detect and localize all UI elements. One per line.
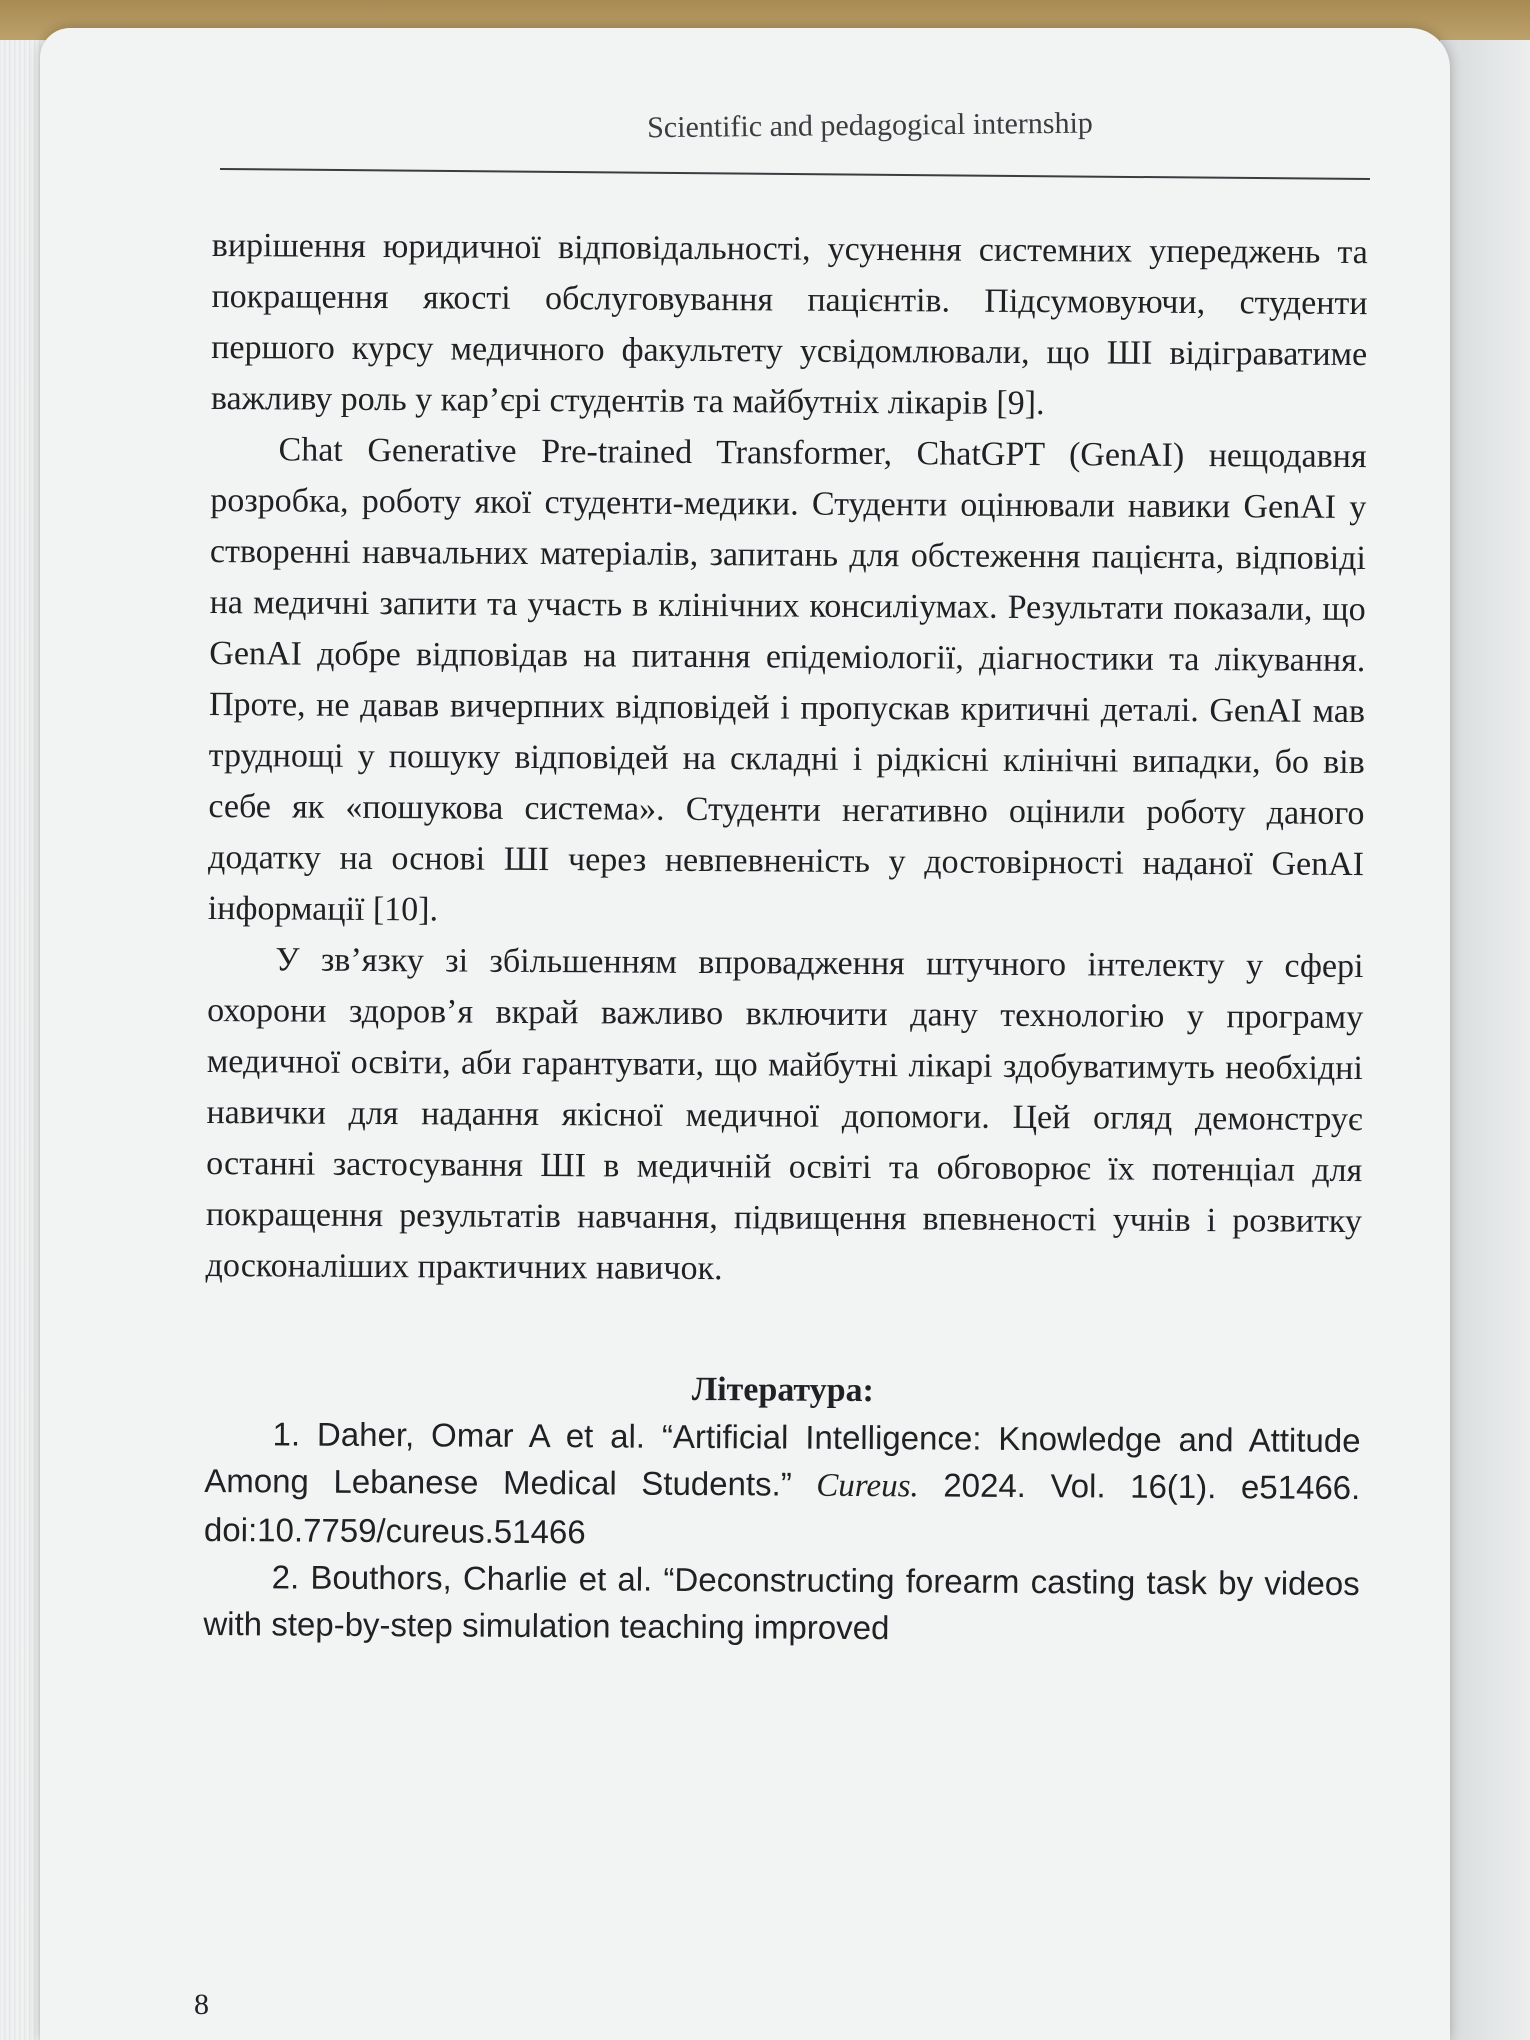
references-heading: Література: <box>691 1370 875 1410</box>
reference-text: 1. Daher, Omar A et al. “Artificial Intelligence: Knowledge and Attitude Among Lebanese Medical Students.” <box>204 1415 1361 1503</box>
running-header-title: Scientific and pedagogical internship <box>646 106 1093 145</box>
facing-page-edge <box>1440 40 1530 2040</box>
page-body <box>203 220 1368 1654</box>
reference-text: 2. Bouthors, Charlie et al. “Deconstructing forearm casting task by videos with step-by-step simulation teaching improved <box>203 1558 1360 1647</box>
reference-journal: Cureus. <box>816 1467 919 1505</box>
reference-item <box>204 1410 1361 1560</box>
page-number: 8 <box>194 1988 209 2021</box>
paragraph: Chat Generative Pre-trained Transformer, ChatGPT (GenAI) нещодавня розробка, роботу якої студенти-медики. Студенти оцінювали навики GenAI у створенні навчальних матеріалів, запитань для обстеження пацієнта, відповіді на медичні запити та участь в клінічних консиліумах. Результати показали, що GenAI добре відповідав на питання епідеміології, діагностики та лікування. Проте, не давав вичерпних відповідей і пропускав критичні деталі. GenAI мав труднощі у пошуку відповідей на складні і рідкісні клінічні випадки, бо вів себе як «пошукова система». Студенти негативно оцінили роботу даного додатку на основі ШІ через невпевненість у достовірності наданої GenAI інформації [10]. <box>207 431 1367 929</box>
paragraph: вирішення юридичної відповідальності, усунення системних упереджень та покращення якості обслуговування пацієнтів. Підсумовуючи, студенти першого курсу медичного факультету усвідомлювали, що ШІ відіграватиме важливу роль у кар’єрі студентів та майбутніх лікарів [9]. <box>210 226 1368 423</box>
reference-text: 2024. Vol. 16(1). e51466. doi:10.7759/cureus.51466 <box>203 1466 1361 1551</box>
reference-item <box>203 1553 1360 1654</box>
paragraph: У зв’язку зі збільшенням впровадження штучного інтелекту у сфері охорони здоров’я вкрай важливо включити дану технологію у програму медичної освіти, аби гарантувати, що майбутні лікарі здобуватимуть необхідні навички для надання якісної медичної допомоги. Цей огляд демонструє останні застосування ШІ в медичній освіті та обговорює їх потенціал для покращення результатів навчання, підвищення впевненості учнів і розвитку досконаліших практичних навичок. <box>205 941 1364 1288</box>
